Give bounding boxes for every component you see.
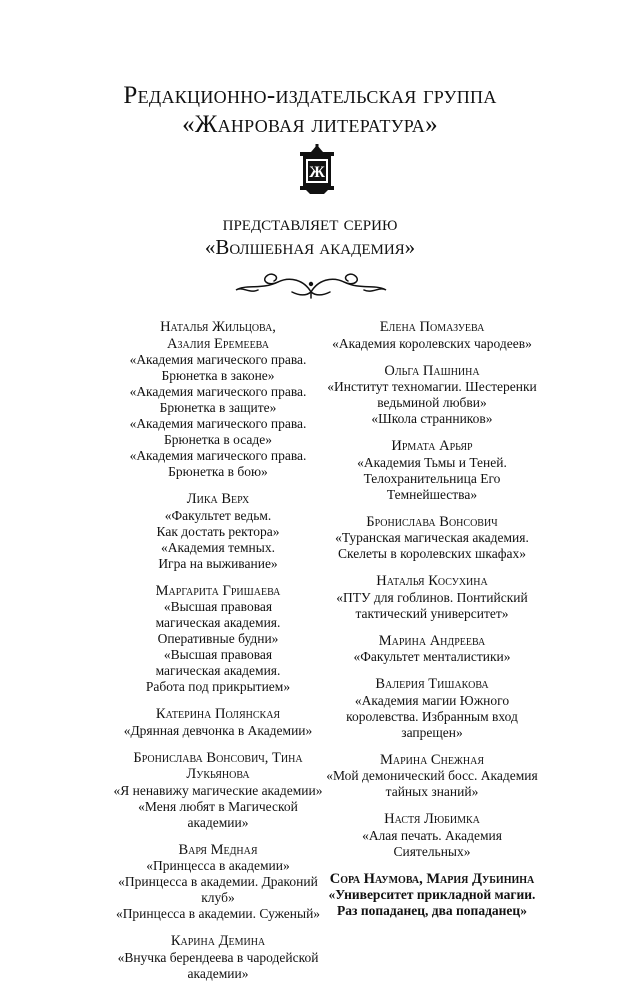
- publisher-name-line-2: «Жанровая литература»: [182, 111, 438, 138]
- book-title: академии»: [187, 965, 249, 981]
- book-title: Игра на выживание»: [158, 555, 278, 571]
- author-name: Сора Наумова, Мария Дубинина: [329, 870, 535, 887]
- book-entry: [93, 491, 343, 572]
- book-entry: [93, 583, 343, 696]
- book-title: клуб»: [201, 890, 235, 905]
- book-title: тайных знаний»: [385, 784, 479, 799]
- book-title: запрещен»: [401, 724, 463, 740]
- book-title: Оперативные будни»: [157, 631, 279, 646]
- book-entry: [318, 633, 546, 666]
- author-name: Валерия Тишакова: [375, 676, 489, 692]
- book-title: «Мой демонический босс. Академия: [326, 768, 538, 783]
- book-title: «Факультет менталистики»: [353, 649, 511, 664]
- book-title: «Академия магического права.: [129, 448, 307, 463]
- author-name: Азалия Еремеева: [167, 335, 269, 352]
- lantern-icon: [296, 144, 338, 194]
- author-name: Марина Снежная: [379, 751, 485, 768]
- book-title: Брюнетка в бою»: [168, 464, 268, 479]
- book-title: ведьминой любви»: [377, 395, 487, 410]
- book-title: Телохранительница Его: [363, 470, 501, 486]
- author-name: Марина Андреева: [378, 632, 486, 649]
- author-name: Катерина Полянская: [155, 706, 281, 722]
- book-title: «Академия магического права.: [129, 416, 307, 431]
- book-title: «Высшая правовая: [163, 599, 273, 614]
- book-entry: [318, 514, 546, 563]
- series-intro: представляет серию: [222, 211, 398, 235]
- book-title: Скелеты в королевских шкафах»: [338, 546, 526, 561]
- book-title: «Я ненавижу магические академии»: [113, 782, 323, 798]
- author-name: Бронислава Вонсович, Тина: [133, 749, 303, 766]
- book-title: «Принцесса в академии. Драконий: [118, 874, 318, 889]
- author-name: Бронислава Вонсович: [366, 513, 498, 530]
- book-entry: [93, 319, 343, 480]
- author-name: Наталья Косухина: [376, 573, 488, 589]
- book-entry: [318, 363, 546, 428]
- book-entry: [93, 706, 343, 739]
- book-title: «Факультет ведьм.: [164, 507, 272, 523]
- book-title: Брюнетка в осаде»: [163, 432, 273, 447]
- book-title: «Академия Тьмы и Теней.: [357, 454, 507, 470]
- author-name: Лукьянова: [186, 766, 250, 782]
- book-entry: [318, 319, 546, 352]
- author-name: Лика Верх: [186, 491, 250, 507]
- left-column: [93, 319, 343, 993]
- book-title: «Внучка берендеева в чародейской: [117, 949, 319, 965]
- book-title: «Дрянная девчонка в Академии»: [123, 722, 313, 738]
- book-title: Брюнетка в законе»: [161, 368, 275, 383]
- book-title: Раз попаданец, два попаданец»: [337, 903, 527, 918]
- author-name: Карина Демина: [170, 933, 266, 949]
- book-title: «Высшая правовая: [163, 647, 273, 662]
- book-title: «Принцесса в академии. Суженый»: [115, 906, 321, 921]
- book-title: «Академия магического права.: [129, 352, 307, 367]
- book-title: «Академия королевских чародеев»: [332, 335, 532, 351]
- book-title: «Университет прикладной магии.: [328, 887, 536, 902]
- book-title: Брюнетка в защите»: [159, 400, 277, 415]
- book-title: «Туранская магическая академия.: [335, 530, 529, 545]
- book-entry: [318, 676, 546, 741]
- right-column: [318, 319, 546, 930]
- book-title: «Институт техномагии. Шестеренки: [327, 379, 537, 394]
- book-entry: [93, 933, 343, 982]
- book-title: Как достать ректора»: [156, 523, 280, 539]
- book-title: «Академия магического права.: [129, 384, 307, 399]
- author-name: Наталья Жильцова,: [160, 319, 276, 335]
- author-name: Ирмата Арьяр: [391, 438, 473, 454]
- book-title: Темнейшества»: [386, 486, 478, 502]
- book-title: королевства. Избранным вход: [346, 708, 518, 724]
- logo-letter: Ж: [309, 164, 325, 181]
- author-name: Варя Медная: [178, 841, 258, 858]
- series-title: «Волшебная академия»: [204, 235, 416, 259]
- publisher-name-line-1: Редакционно-издательская группа: [123, 82, 497, 109]
- book-title: «Академия темных.: [161, 539, 275, 555]
- book-entry: [318, 871, 546, 920]
- book-title: «Школа странников»: [371, 411, 493, 426]
- book-title: «Академия магии Южного: [354, 692, 510, 708]
- book-title: магическая академия.: [155, 615, 281, 630]
- book-entry: [318, 811, 546, 860]
- book-entry: [318, 438, 546, 503]
- author-name: Ольга Пашнина: [384, 362, 480, 379]
- book-title: академии»: [187, 814, 249, 830]
- book-title: «Принцесса в академии»: [146, 858, 290, 873]
- book-entry: [93, 750, 343, 831]
- book-entry: [93, 842, 343, 923]
- book-entry: [318, 573, 546, 622]
- book-title: Работа под прикрытием»: [145, 679, 291, 694]
- author-name: Маргарита Гришаева: [155, 582, 281, 599]
- author-name: Елена Помазуева: [379, 319, 485, 335]
- book-title: «Меня любят в Магической: [138, 798, 298, 814]
- book-title: «ПТУ для гоблинов. Понтийский: [336, 589, 528, 605]
- book-title: тактический университет»: [355, 605, 509, 621]
- book-entry: [318, 752, 546, 801]
- ornamental-flourish-icon: [232, 270, 390, 300]
- book-title: «Алая печать. Академия: [362, 827, 502, 843]
- author-name: Настя Любимка: [384, 811, 480, 827]
- book-title: магическая академия.: [155, 663, 281, 678]
- book-title: Сиятельных»: [393, 843, 471, 859]
